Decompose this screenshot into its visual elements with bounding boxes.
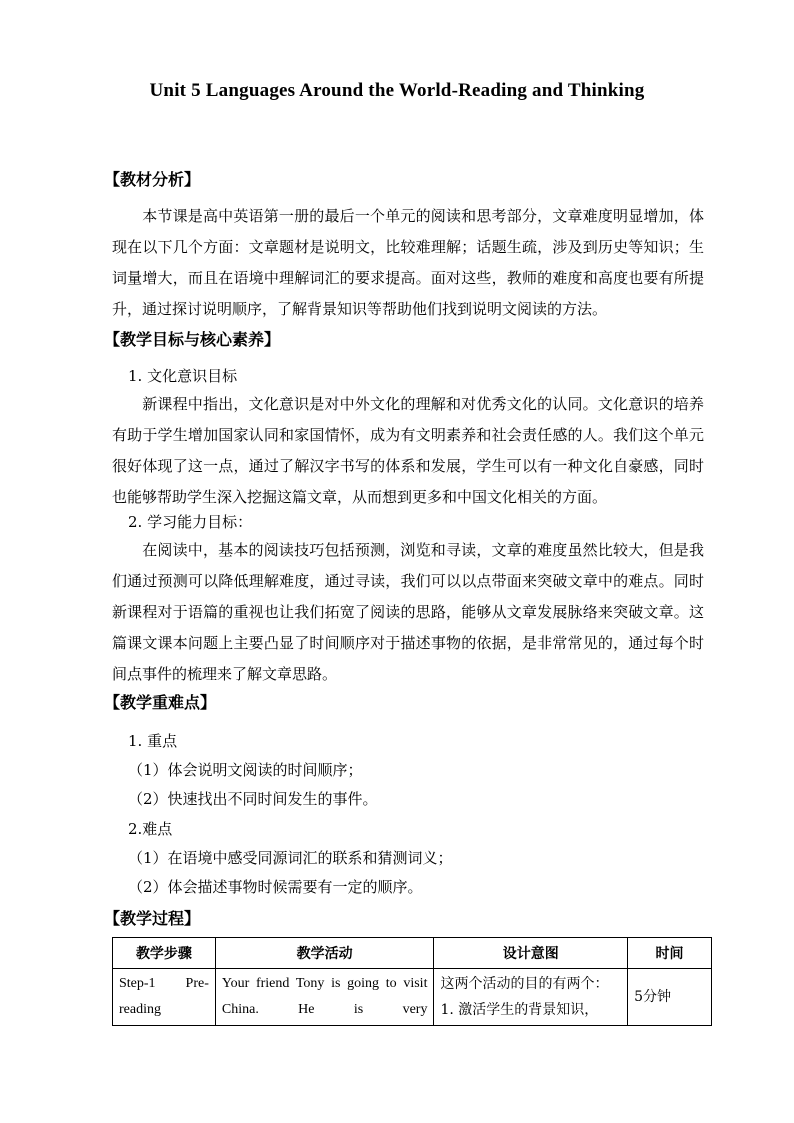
analysis-paragraph <box>112 201 704 325</box>
cell-activity: Your friend Tony is going to visit China. He is very <box>215 969 434 1026</box>
process-table <box>112 937 712 1026</box>
focus-title: 1. 重点 <box>128 732 178 750</box>
focus-item-1: （1）体会说明文阅读的时间顺序； <box>128 761 363 779</box>
heading-process: 【教学过程】 <box>104 909 201 928</box>
table-row <box>113 969 712 1026</box>
difficulty-title: 2.难点 <box>128 820 173 838</box>
heading-goals: 【教学目标与核心素养】 <box>104 330 281 349</box>
cell-time: 5分钟 <box>628 969 712 1026</box>
goal-2-title: 2. 学习能力目标： <box>128 513 253 531</box>
difficulty-item-2: （2）体会描述事物时候需要有一定的顺序。 <box>128 878 423 896</box>
goal-2-text: 在阅读中，基本的阅读技巧包括预测，浏览和寻读，文章的难度虽然比较大，但是我们通过预测可以降低理解难度，通过寻读，我们可以以点带面来突破文章中的难点。同时新课程对于语篇的重视也让我们拓宽了阅读的思路，能够从文章发展脉络来突破文章。这篇课文课本问题上主要凸显了时间顺序对于描述事物的依据，是非常常见的，通过每个时间点事件的梳理来了解文章思路。 <box>112 541 704 683</box>
goal-2-paragraph <box>112 535 704 690</box>
heading-key-points: 【教学重难点】 <box>104 693 217 712</box>
difficulty-item-1: （1）在语境中感受同源词汇的联系和猜测词义； <box>128 849 453 867</box>
goal-1-text: 新课程中指出，文化意识是对中外文化的理解和对优秀文化的认同。文化意识的培养有助于学生增加国家认同和家国情怀，成为有文明素养和社会责任感的人。我们这个单元很好体现了这一点，通过了解汉字书写的体系和发展，学生可以有一种文化自豪感，同时也能够帮助学生深入挖掘这篇文章，从而想到更多和中国文化相关的方面。 <box>112 395 704 506</box>
header-activity: 教学活动 <box>215 938 434 969</box>
goal-1-paragraph <box>112 389 704 513</box>
document-title: Unit 5 Languages Around the World-Reading and Thinking <box>149 80 645 101</box>
cell-step: Step-1 Pre-reading <box>113 969 216 1026</box>
goal-1-title: 1. 文化意识目标 <box>128 367 238 385</box>
header-intent: 设计意图 <box>434 938 628 969</box>
header-time: 时间 <box>628 938 712 969</box>
focus-item-2: （2）快速找出不同时间发生的事件。 <box>128 790 378 808</box>
heading-analysis: 【教材分析】 <box>104 170 201 189</box>
table-header-row <box>113 938 712 969</box>
analysis-text: 本节课是高中英语第一册的最后一个单元的阅读和思考部分，文章难度明显增加，体现在以下几个方面：文章题材是说明文，比较难理解；话题生疏，涉及到历史等知识；生词量增大，而且在语境中理解词汇的要求提高。面对这些，教师的难度和高度也要有所提升，通过探讨说明顺序，了解背景知识等帮助他们找到说明文阅读的方法。 <box>112 207 704 318</box>
cell-intent: 这两个活动的目的有两个：1. 激活学生的背景知识， <box>434 969 628 1026</box>
header-step: 教学步骤 <box>113 938 216 969</box>
